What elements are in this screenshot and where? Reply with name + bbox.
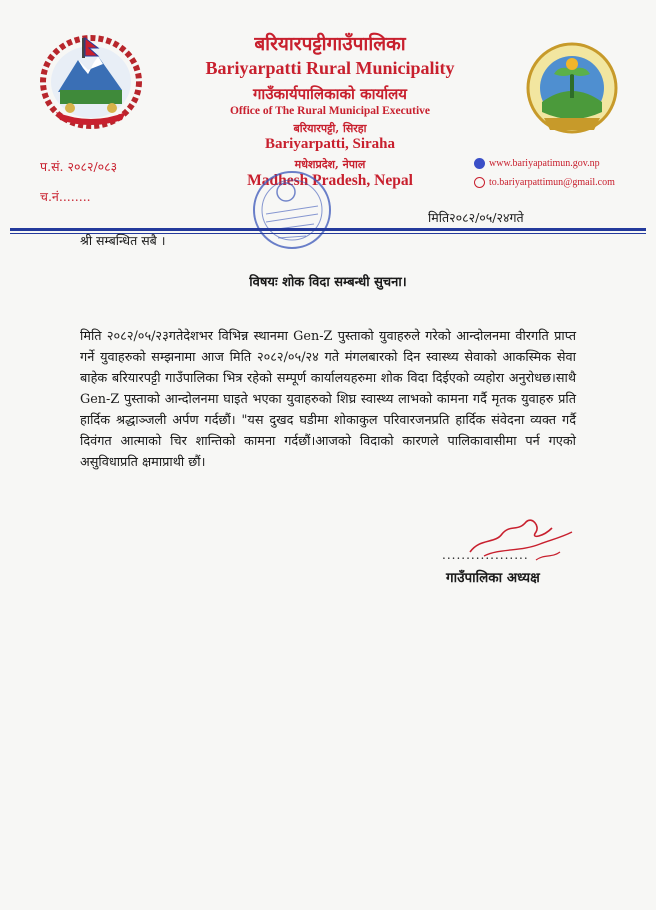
municipality-title-en: Bariyarpatti Rural Municipality [205, 58, 455, 78]
letter-reference-number: प.सं. २०८२/०८३ [40, 159, 118, 174]
email-contact[interactable] [474, 177, 615, 188]
header-divider [10, 228, 646, 231]
municipality-logo [524, 40, 620, 136]
recipient-line: श्री सम्बन्धित सबै । [80, 233, 166, 248]
email-text: to.bariyarpattimun@gmail.com [489, 177, 615, 188]
website-text: www.bariyapatimun.gov.np [489, 158, 600, 169]
place-np: बरियारपट्टी, सिरहा [293, 122, 367, 135]
letter-date: मिति२०८२/०५/२४गते [428, 210, 524, 225]
globe-icon [474, 158, 485, 169]
notice-body: मिति २०८२/०५/२३गतेदेशभर विभिन्न स्थानमा Gen-Z पुस्ताको युवाहरुले गरेको आन्दोलनमा वीरगति प्राप्त गर्ने युवाहरुको सम्झनामा आज मिति २०८२/०५/२४ गते मंगलबारको दिन स्वास्थ्य सेवाको आकस्मिक सेवा बाहेक बरियारपट्टी गाउँपालिका भित्र रहेको सम्पूर्ण कार्यालयहरुमा शोक विदा दिईएको व्यहोरा अनुरोधछ।साथै Gen-Z पुस्ताको आन्दोलनमा घाइते भएका युवाहरुको शिघ्र स्वास्थ्य लाभको कामना गर्दै मृतक युवाहरु प्रति हार्दिक श्रद्धाञ्जली अर्पण गर्दछौं। "यस दुखद घडीमा शोकाकुल परिवारजनप्रति हार्दिक संवेदना व्यक्त गर्दै दिवंगत आत्माको चिर शान्तिको कामना गर्दछौं।आजको विदाको कारणले पालिकावासीमा पर्न गएको असुविधाप्रति क्षमाप्राथी छौं। [80, 329, 576, 470]
signatory-title: गाउँपालिका अध्यक्ष [446, 570, 540, 586]
office-name-np: गाउँकार्यपालिकाको कार्यालय [252, 85, 407, 103]
official-stamp [250, 168, 334, 252]
municipality-title-np: बरियारपट्टीगाउँपालिका [254, 33, 406, 55]
subject-line: विषयः शोक विदा सम्बन्धी सुचना। [249, 275, 407, 290]
nepal-emblem-logo [36, 30, 146, 130]
place-en: Bariyarpatti, Siraha [265, 136, 395, 152]
email-icon [474, 177, 485, 188]
province-np: मधेशप्रदेश, नेपाल [294, 158, 366, 171]
office-name-en: Office of The Rural Municipal Executive [229, 105, 431, 117]
signature-dotted-line: .................. [442, 548, 529, 562]
province-en: Madhesh Pradesh, Nepal [247, 172, 413, 189]
dispatch-number: च.नं........ [40, 189, 91, 204]
website-contact[interactable] [474, 158, 600, 169]
